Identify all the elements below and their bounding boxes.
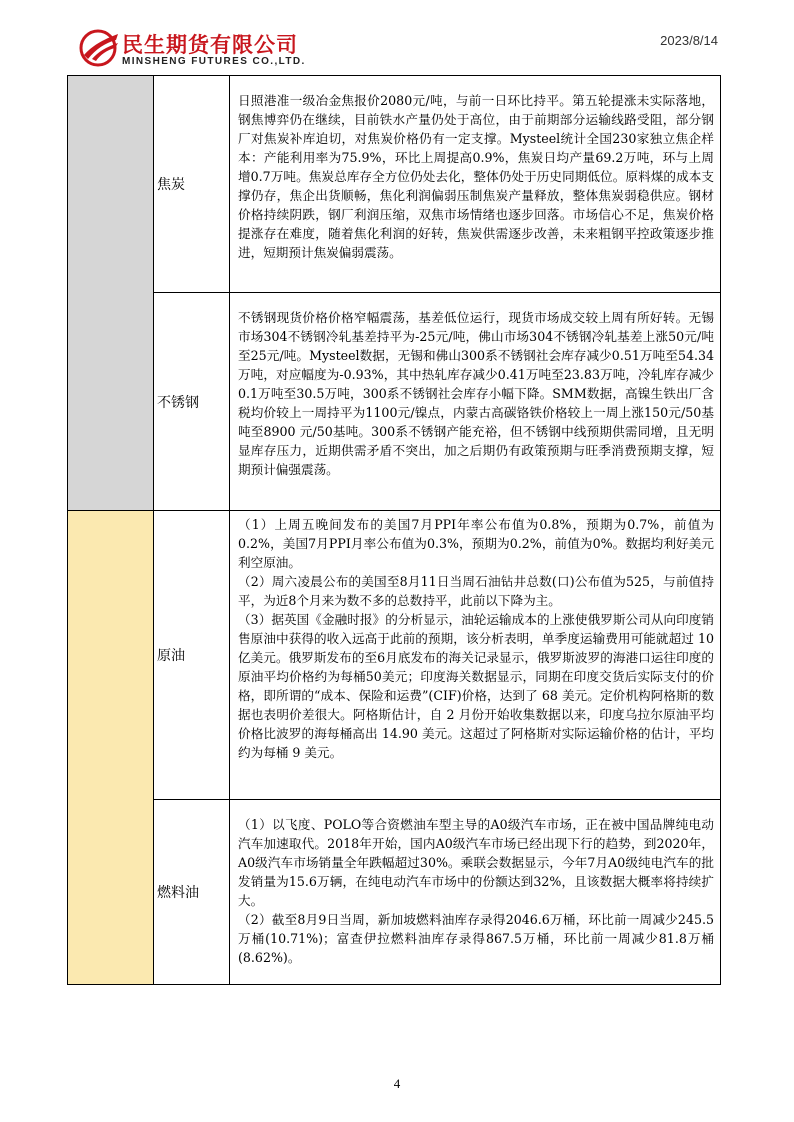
content-paragraph: （2）截至8月9日当周，新加坡燃料油库存录得2046.6万桶，环比前一周减少245.5万桶(10.71%)；富查伊拉燃料油库存录得867.5万桶，环比前一周减少81.8万桶(8.62%)。 xyxy=(238,912,714,965)
page-number: 4 xyxy=(393,1076,401,1091)
content-paragraph: （1）以飞度、POLO等合资燃油车型主导的A0级汽车市场，正在被中国品牌纯电动汽车加速取代。2018年开始，国内A0级汽车市场已经出现下行的趋势，到2020年，A0级汽车市场销量全年跌幅超过30%。乘联会数据显示，今年7月A0级纯电汽车的批发销量为15.6万辆，在纯电动汽车市场中的份额达到32%，且该数据大概率将持续扩大。 xyxy=(238,817,714,908)
report-date: 2023/8/14 xyxy=(660,33,718,48)
table-row xyxy=(68,76,721,293)
row-label: 不锈钢 xyxy=(154,293,230,511)
row-content xyxy=(230,511,721,800)
section-cell-grey xyxy=(68,76,154,511)
row-label: 焦炭 xyxy=(154,76,230,293)
company-name-en: MINSHENG FUTURES CO.,LTD. xyxy=(122,56,306,67)
table-row xyxy=(68,511,721,800)
content-paragraph: 不锈钢现货价格价格窄幅震荡，基差低位运行，现货市场成交较上周有所好转。无锡市场304不锈钢冷轧基差持平为-25元/吨，佛山市场304不锈钢冷轧基差上涨50元/吨至25元/吨。Mysteel数据，无锡和佛山300系不锈钢社会库存减少0.51万吨至54.34万吨，对应幅度为-0.93%，其中热轧库存减少0.41万吨至23.83万吨，冷轧库存减少0.1万吨至30.5万吨，300系不锈钢社会库存小幅下降。SMM数据，高镍生铁出厂含税均价较上一周持平为1100元/镍点，内蒙古高碳铬铁价格较上一周上涨150元/50基吨至8900 元/50基吨。300系不锈钢产能充裕，但不锈钢中线预期供需同增，且无明显库存压力，近期供需矛盾不突出，加之后期仍有政策预期与旺季消费预期支撑，短期预计偏强震荡。 xyxy=(238,310,714,477)
commodity-table xyxy=(67,75,721,985)
table-row xyxy=(68,293,721,511)
company-name-cn: 民生期货有限公司 xyxy=(122,33,298,57)
row-label: 原油 xyxy=(154,511,230,800)
content-paragraph: （1）上周五晚间发布的美国7月PPI年率公布值为0.8%，预期为0.7%，前值为0.2%，美国7月PPI月率公布值为0.3%，预期为0.2%，前值为0%。数据均利好美元利空原油。 xyxy=(238,517,714,570)
content-paragraph: （2）周六凌晨公布的美国至8月11日当周石油钻井总数(口)公布值为525，与前值持平，为近8个月来为数不多的总数持平，此前以下降为主。 xyxy=(238,574,714,608)
row-content xyxy=(230,800,721,985)
section-cell-yellow xyxy=(68,511,154,985)
content-clip xyxy=(238,515,714,791)
table-row xyxy=(68,800,721,985)
page-header xyxy=(0,0,794,80)
content-paragraph: （3）据英国《金融时报》的分析显示，油轮运输成本的上涨使俄罗斯公司从向印度销售原油中获得的收入远高于此前的预期，该分析表明，单季度运输费用可能就超过 10 亿美元。俄罗斯发布的至6月底发布的海关记录显示，俄罗斯波罗的海港口运往印度的原油平均价格约为每桶50美元；印度海关数据显示，同期在印度交货后实际支付的价格，即所谓的“成本、保险和运费”(CIF)价格，达到了 68 美元。定价机构阿格斯的数据也表明价差很大。阿格斯估计，自 2 月份开始收集数据以来，印度乌拉尔原油平均价格比波罗的海每桶高出 14.90 美元。这超过了阿格斯对实际运输价格的估计，平均约为每桶 9 美元。 xyxy=(238,612,714,760)
row-label: 燃料油 xyxy=(154,800,230,985)
content-paragraph: 日照港准一级冶金焦报价2080元/吨，与前一日环比持平。第五轮提涨未实际落地，钢焦博弈仍在继续，目前铁水产量仍处于高位，由于前期部分运输线路受阻，部分钢厂对焦炭补库迫切，对焦炭价格仍有一定支撑。Mysteel统计全国230家独立焦企样本：产能利用率为75.9%，环比上周提高0.9%，焦炭日均产量69.2万吨，环与上周增0.7万吨。焦炭总库存全方位仍处去化，整体仍处于历史同期低位。原料煤的成本支撑仍存，焦企出货顺畅，焦化利润偏弱压制焦炭产量释放，整体焦炭弱稳供应。钢材价格持续阴跌，钢厂利润压缩，双焦市场情绪也逐步回落。市场信心不足，焦炭价格提涨存在难度，随着焦化利润的好转，焦炭供需逐步改善，未来粗钢平控政策逐步推进，短期预计焦炭偏弱震荡。 xyxy=(238,93,714,260)
row-content xyxy=(230,293,721,511)
minsheng-logo-icon xyxy=(78,28,120,68)
row-content xyxy=(230,76,721,293)
